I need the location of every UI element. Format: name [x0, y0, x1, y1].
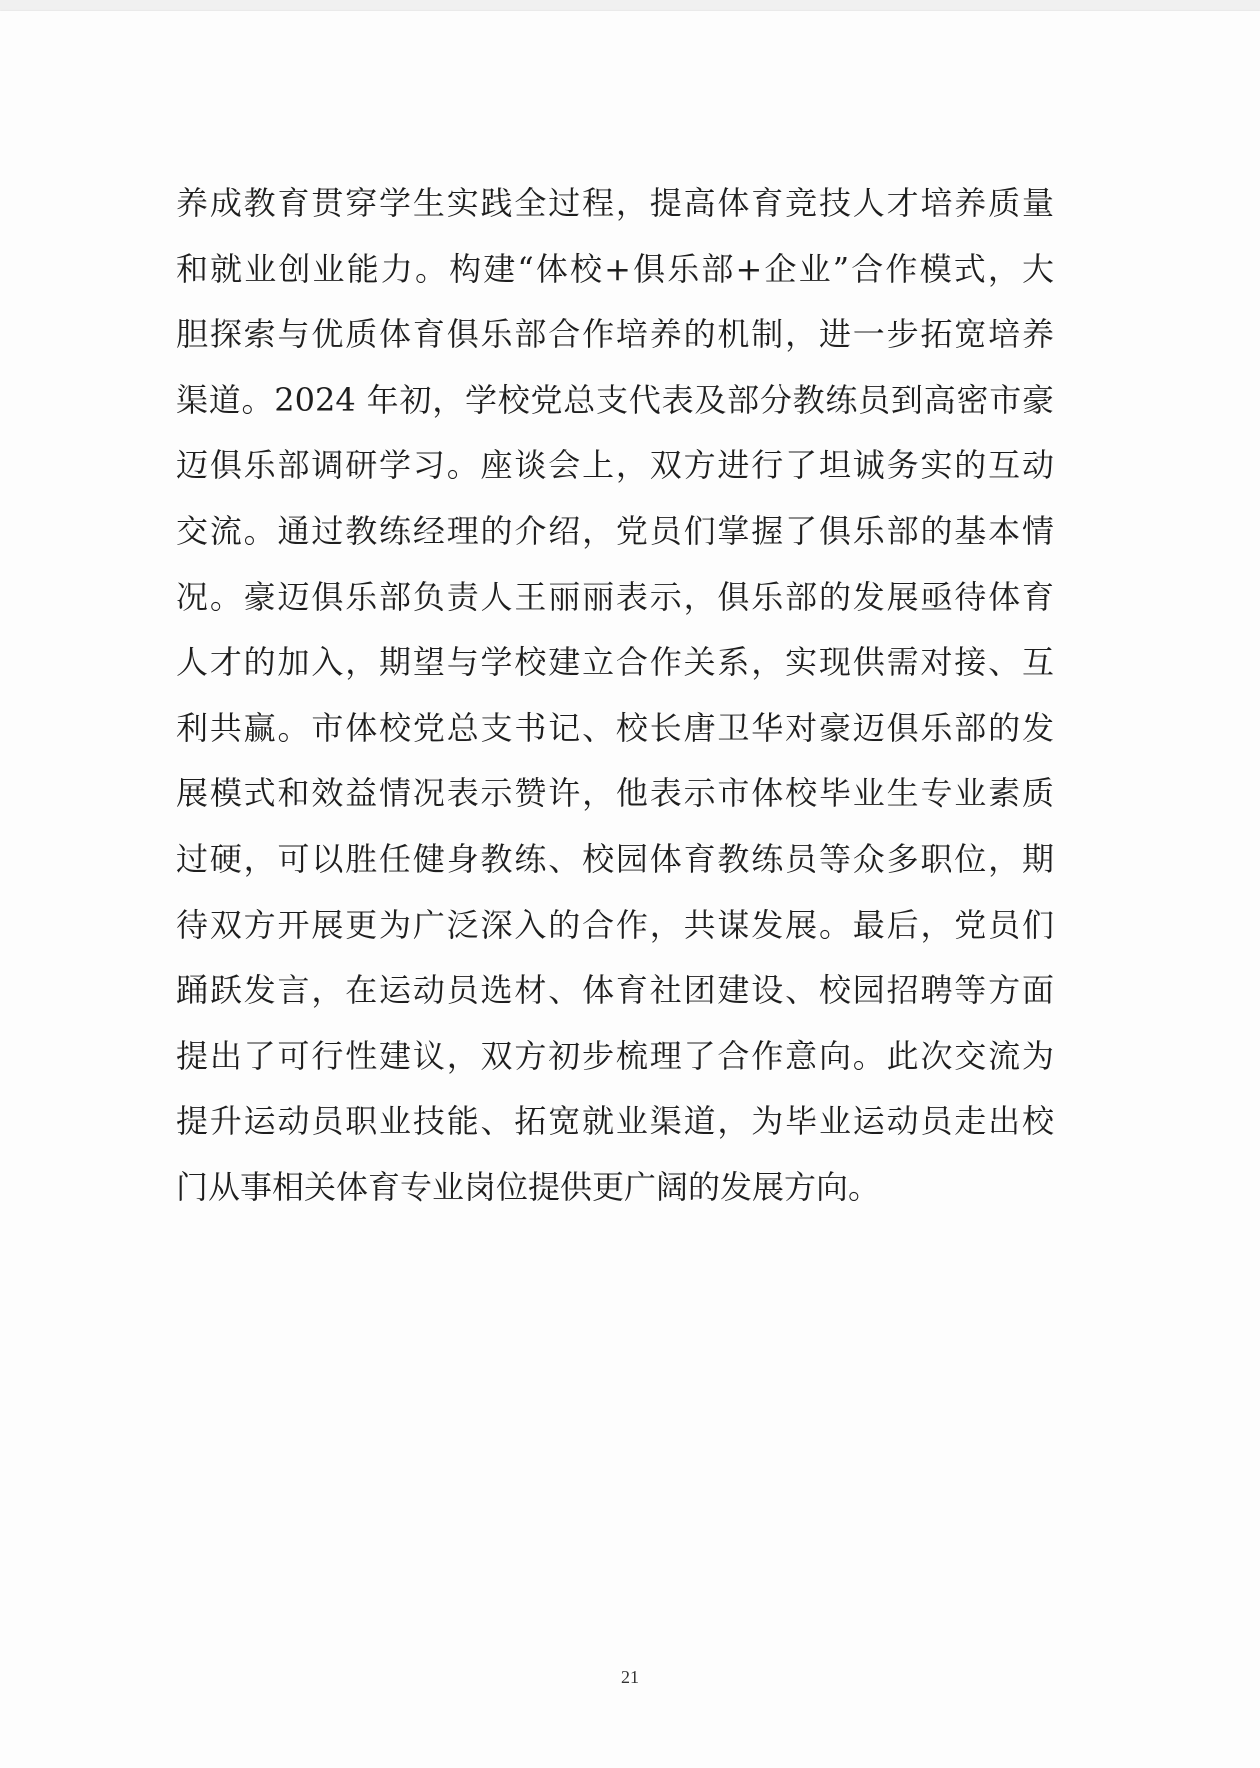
text-line: 人才的加入，期望与学校建立合作关系，实现供需对接、互	[176, 643, 1054, 682]
text-line: 渠道。2024 年初，学校党总支代表及部分教练员到高密市豪	[176, 380, 1054, 419]
text-line: 展模式和效益情况表示赞许，他表示市体校毕业生专业素质	[176, 774, 1054, 813]
text-line: 提出了可行性建议，双方初步梳理了合作意向。此次交流为	[176, 1036, 1054, 1075]
text-line: 过硬，可以胜任健身教练、校园体育教练员等众多职位，期	[176, 839, 1054, 878]
body-paragraph	[176, 171, 1054, 1221]
text-line: 利共赢。市体校党总支书记、校长唐卫华对豪迈俱乐部的发	[176, 708, 1054, 747]
text-line: 养成教育贯穿学生实践全过程，提高体育竞技人才培养质量	[176, 184, 1054, 222]
page-number: 21	[621, 1667, 639, 1687]
document-page	[0, 11, 1260, 1768]
text-line: 交流。通过教练经理的介绍，党员们掌握了俱乐部的基本情	[176, 511, 1054, 550]
text-line: 门从事相关体育专业岗位提供更广阔的发展方向。	[176, 1167, 881, 1206]
text-line: 胆探索与优质体育俱乐部合作培养的机制，进一步拓宽培养	[176, 315, 1054, 354]
text-line: 提升运动员职业技能、拓宽就业渠道，为毕业运动员走出校	[176, 1102, 1054, 1141]
text-line: 待双方开展更为广泛深入的合作，共谋发展。最后，党员们	[176, 905, 1054, 944]
text-line: 迈俱乐部调研学习。座谈会上，双方进行了坦诚务实的互动	[176, 446, 1054, 485]
text-line: 和就业创业能力。构建“体校+俱乐部+企业”合作模式，大	[176, 249, 1054, 288]
text-line: 踊跃发言，在运动员选材、体育社团建设、校园招聘等方面	[176, 971, 1054, 1010]
text-line: 况。豪迈俱乐部负责人王丽丽表示，俱乐部的发展亟待体育	[176, 577, 1054, 616]
